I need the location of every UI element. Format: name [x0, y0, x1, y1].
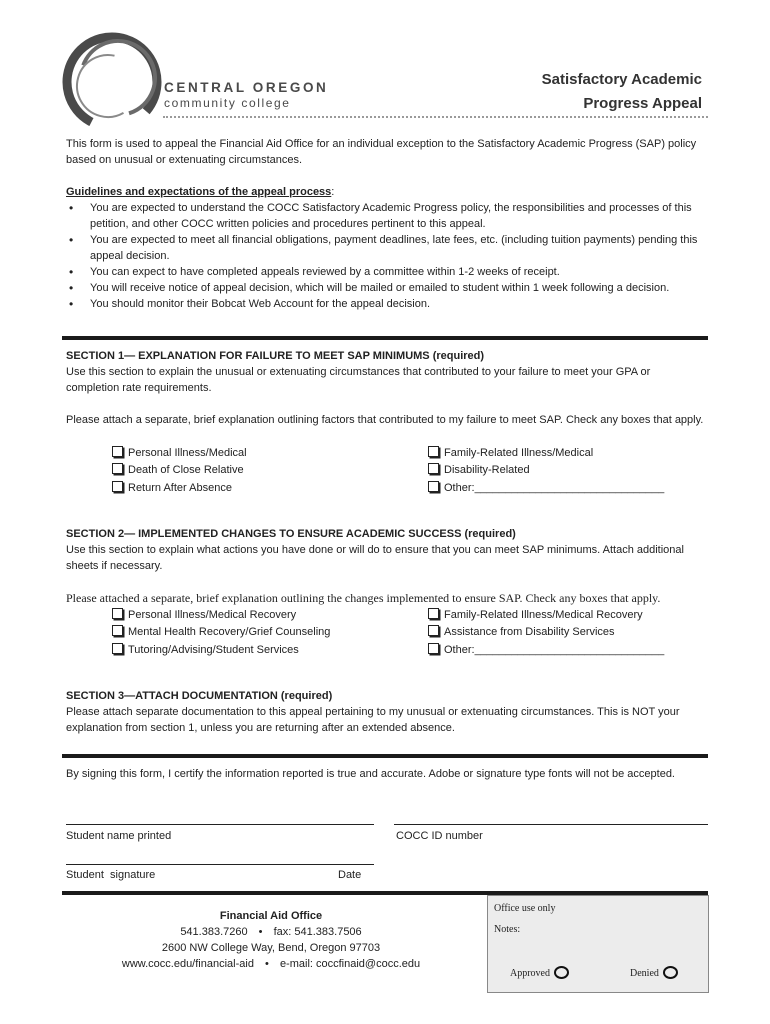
checkbox-icon[interactable] [112, 481, 123, 492]
fax: fax: 541.383.7506 [273, 926, 362, 938]
checkbox-label: Return After Absence [128, 482, 232, 494]
section1-heading: SECTION 1— EXPLANATION FOR FAILURE TO MEET SAP MINIMUMS (required) [66, 350, 485, 362]
separator-bullet: • [265, 958, 269, 970]
checkbox-label: Family-Related Illness/Medical Recovery [444, 609, 643, 621]
logo-line1: CENTRAL OREGON [164, 80, 329, 95]
checkbox-label: Family-Related Illness/Medical [444, 447, 594, 459]
section3-heading: SECTION 3—ATTACH DOCUMENTATION (required) [66, 690, 333, 702]
checkbox-label: Mental Health Recovery/Grief Counseling [128, 626, 331, 638]
website-link[interactable]: www.cocc.edu/financial-aid [121, 958, 254, 970]
checkbox-return-absence[interactable] [112, 480, 232, 496]
checkbox-icon[interactable] [428, 643, 439, 654]
approved-option[interactable] [510, 966, 569, 979]
date-label: Date [338, 869, 362, 881]
checkbox-icon[interactable] [428, 481, 439, 492]
email-link[interactable]: e-mail: coccfinaid@cocc.edu [279, 958, 421, 970]
checkbox-label: Personal Illness/Medical [128, 447, 247, 459]
checkbox-death-relative[interactable] [112, 462, 244, 478]
cocc-id-label: COCC ID number [396, 830, 483, 842]
phone: 541.383.7260 [180, 926, 248, 938]
intro-text: This form is used to appeal the Financial Aid Office for an individual exception to the Satisfactory Academic Progress (SAP) policy based on unusual or extenuating circumstances. [66, 138, 697, 166]
denied-radio[interactable] [663, 966, 678, 979]
guideline-item: • You are expected to understand the COCC Satisfactory Academic Progress policy, the responsibilities and processes of this petition, and other COCC written policies and procedures pertinent to this appeal. [66, 200, 706, 232]
checkbox-icon[interactable] [112, 463, 123, 474]
form-title-line2: Progress Appeal [583, 95, 702, 112]
office-use-box [487, 895, 709, 993]
guideline-item: • You can expect to have completed appeals reviewed by a committee within 1-2 weeks of receipt. [66, 264, 706, 280]
checkbox-illness-recovery[interactable] [112, 607, 296, 623]
form-title [542, 68, 702, 116]
separator-bullet: • [258, 926, 263, 938]
section2-instruction: Please attached a separate, brief explanation outlining the changes implemented to ensure SAP. Check any boxes that apply. [66, 591, 661, 605]
checkbox-label: Assistance from Disability Services [444, 626, 615, 638]
college-logo [60, 30, 350, 130]
checkbox-icon[interactable] [112, 608, 123, 619]
checkbox-label: Personal Illness/Medical Recovery [128, 609, 297, 621]
section3-description: Please attach separate documentation to this appeal pertaining to my unusual or extenuating circumstances. This is NOT your explanation from section 1, unless you are returning after an extended absence. [66, 706, 680, 734]
student-signature-label: Student signature [66, 869, 156, 881]
logo-line2: community college [164, 96, 291, 110]
approved-label: Approved [510, 968, 550, 979]
guideline-item: • You should monitor their Bobcat Web Account for the appeal decision. [66, 296, 706, 312]
checkbox-icon[interactable] [112, 625, 123, 636]
section-divider [62, 336, 708, 340]
checkbox-label: Disability-Related [444, 464, 530, 476]
certification-text: By signing this form, I certify the information reported is true and accurate. Adobe or signature type fonts will not be accepted. [66, 768, 675, 780]
notes-label: Notes: [494, 924, 521, 935]
checkbox-other-1[interactable] [428, 480, 664, 496]
approved-radio[interactable] [554, 966, 569, 979]
checkbox-icon[interactable] [428, 608, 439, 619]
checkbox-family-illness[interactable] [428, 445, 593, 461]
checkbox-label: Death of Close Relative [128, 464, 244, 476]
student-name-label: Student name printed [66, 830, 172, 842]
address: 2600 NW College Way, Bend, Oregon 97703 [161, 942, 381, 954]
section2-description: Use this section to explain what actions you have done or will do to ensure that you can meet SAP minimums. Attach additional sheets if necessary. [66, 544, 684, 572]
checkbox-icon[interactable] [112, 643, 123, 654]
guideline-item: • You are expected to meet all financial obligations, payment deadlines, late fees, etc. (including tuition payments) pending this appeal decision. [66, 232, 706, 264]
checkbox-icon[interactable] [428, 463, 439, 474]
guidelines-list [66, 200, 706, 312]
signature-line[interactable] [66, 864, 374, 865]
denied-label: Denied [630, 968, 659, 979]
checkbox-other-2[interactable] [428, 642, 664, 658]
phone-line [66, 924, 476, 940]
checkbox-personal-illness[interactable] [112, 445, 247, 461]
checkbox-disability-services[interactable] [428, 624, 615, 640]
office-use-title: Office use only [494, 903, 556, 914]
checkbox-icon[interactable] [428, 446, 439, 457]
checkbox-mental-health[interactable] [112, 624, 330, 640]
guidelines-heading-colon: : [331, 186, 335, 198]
form-title-line1: Satisfactory Academic [541, 71, 702, 88]
guidelines-heading [66, 184, 334, 200]
guidelines-heading-text: Guidelines and expectations of the appeal process [66, 186, 332, 198]
checkbox-label: Other:_______________________________ [444, 644, 665, 656]
guideline-item: • You will receive notice of appeal decision, which will be mailed or emailed to student within 1 week following a decision. [66, 280, 706, 296]
section-divider [62, 754, 708, 758]
denied-option[interactable] [630, 966, 678, 979]
checkbox-icon[interactable] [112, 446, 123, 457]
contact-block [66, 908, 476, 972]
section1-instruction: Please attach a separate, brief explanation outlining factors that contributed to my failure to meet SAP. Check any boxes that apply. [66, 414, 704, 426]
checkbox-label: Tutoring/Advising/Student Services [128, 644, 299, 656]
checkbox-disability[interactable] [428, 462, 530, 478]
header-divider [163, 116, 708, 118]
web-line [66, 956, 476, 972]
name-line[interactable] [66, 824, 374, 825]
section1-description: Use this section to explain the unusual or extenuating circumstances that contributed to your failure to meet your GPA or completion rate requirements. [66, 366, 651, 394]
checkbox-label: Other:_______________________________ [444, 482, 665, 494]
checkbox-tutoring[interactable] [112, 642, 299, 658]
checkbox-icon[interactable] [428, 625, 439, 636]
section2-heading: SECTION 2— IMPLEMENTED CHANGES TO ENSURE ACADEMIC SUCCESS (required) [66, 528, 516, 540]
logo-ring-icon [60, 30, 170, 130]
id-line[interactable] [394, 824, 708, 825]
office-name: Financial Aid Office [219, 910, 323, 922]
checkbox-family-recovery[interactable] [428, 607, 643, 623]
